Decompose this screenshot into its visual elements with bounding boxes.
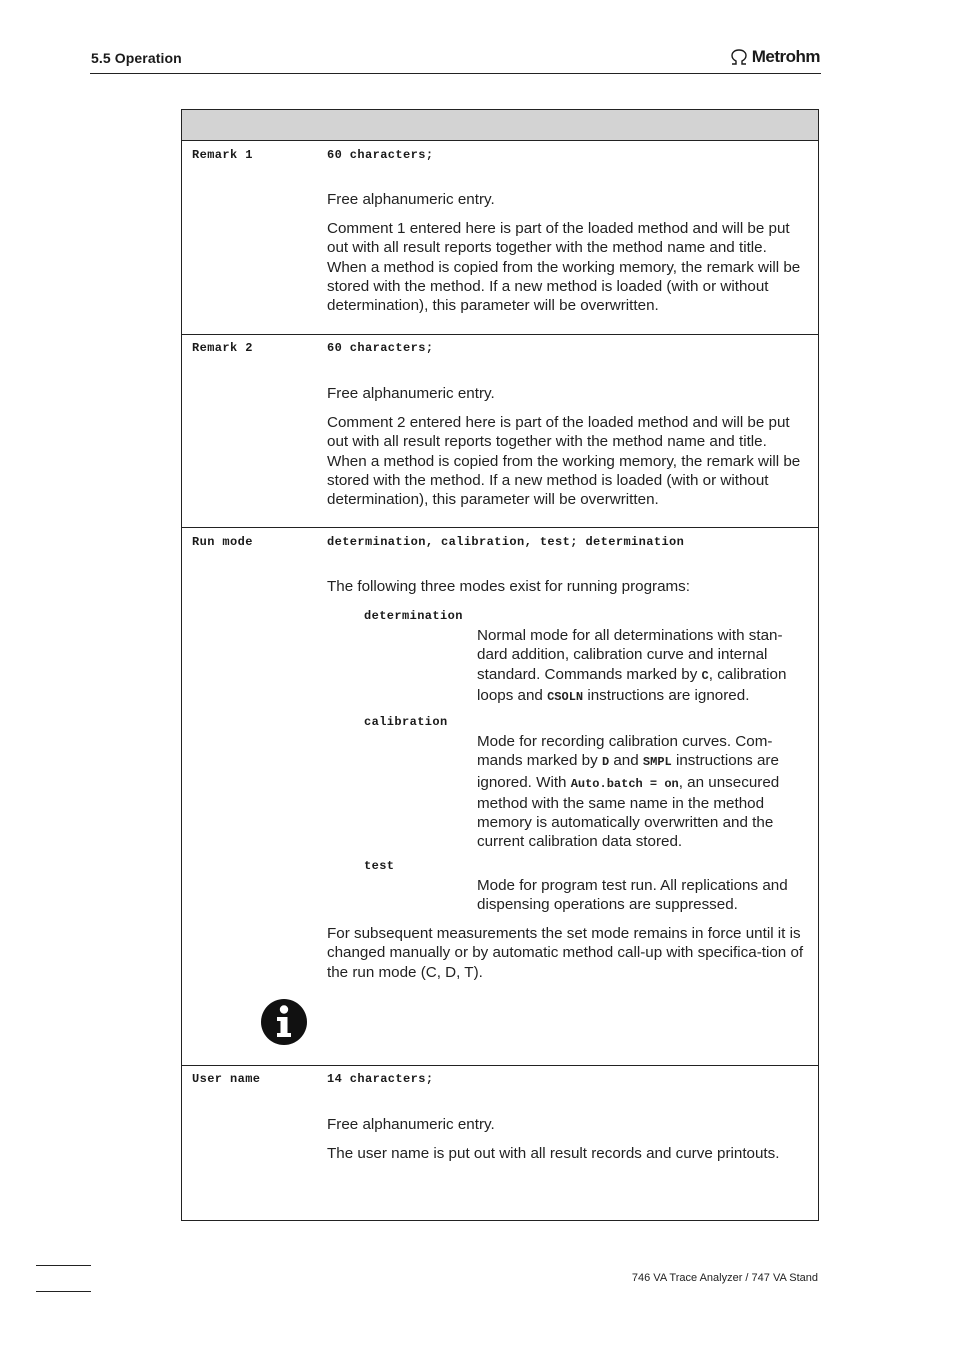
remark-2-paragraph: Comment 2 entered here is part of the loaded method and will be put out with all result reports together with the method name and title. When a method is copied from the working memory, the remark will be stored with the method. If a new method is loaded (with or without determination), this parameter will be overwritten. — [327, 414, 801, 509]
mode-desc-test: Mode for program test run. All replications and dispensing operations are suppressed. — [477, 877, 788, 914]
param-name-user-name: User name — [192, 1072, 261, 1086]
run-mode-outro: For subsequent measurements the set mode remains in force until it is changed manually or by automatic method call-up with specifica-tion of the run mode (C, D, T). — [327, 925, 804, 981]
section-heading: 5.5 Operation — [91, 50, 182, 66]
table-header-bar — [182, 110, 818, 141]
parameter-table — [181, 109, 819, 1221]
mode-label-determination: determination — [364, 609, 463, 623]
remark-1-paragraph: Free alphanumeric entry. — [327, 191, 495, 208]
row-divider — [182, 334, 818, 335]
remark-1-paragraph: Comment 1 entered here is part of the loaded method and will be put out with all result reports together with the method name and title. When a method is copied from the working memory, the remark will be stored with the method. If a new method is loaded (with or without determination), this parameter will be overwritten. — [327, 220, 801, 315]
info-icon — [260, 998, 308, 1046]
user-name-paragraph: Free alphanumeric entry. — [327, 1116, 495, 1133]
brand-logo — [729, 47, 820, 67]
footer-rule — [36, 1291, 91, 1292]
omega-logo-icon — [729, 49, 749, 65]
param-name-remark-2: Remark 2 — [192, 341, 253, 355]
param-value-run-mode: determination, calibration, test; determination — [327, 535, 685, 549]
param-value-remark-1: 60 characters; — [327, 148, 434, 162]
row-divider — [182, 527, 818, 528]
mode-desc-calibration: Mode for recording calibration curves. Com-mands marked by D and SMPL instructions are ignored. With Auto.batch = on, an unsecured method with the same name in the method memory is automatically overwritten and the current calibration data stored. — [477, 733, 780, 851]
brand-name: Metrohm — [751, 47, 820, 66]
footer-rule — [36, 1265, 91, 1266]
param-name-remark-1: Remark 1 — [192, 148, 253, 162]
param-name-run-mode: Run mode — [192, 535, 253, 549]
user-name-paragraph: The user name is put out with all result records and curve printouts. — [327, 1145, 780, 1162]
run-mode-intro: The following three modes exist for running programs: — [327, 578, 690, 595]
mode-label-calibration: calibration — [364, 715, 448, 729]
row-divider — [182, 1065, 818, 1066]
param-value-user-name: 14 characters; — [327, 1072, 434, 1086]
mode-desc-determination: Normal mode for all determinations with stan-dard addition, calibration curve and internal standard. Commands marked by C, calibration loops and CSOLN instructions are ignored. — [477, 627, 787, 704]
mode-label-test: test — [364, 859, 395, 873]
param-value-remark-2: 60 characters; — [327, 341, 434, 355]
header-divider — [90, 73, 821, 74]
remark-2-paragraph: Free alphanumeric entry. — [327, 385, 495, 402]
footer-product-name: 746 VA Trace Analyzer / 747 VA Stand — [631, 1272, 818, 1284]
